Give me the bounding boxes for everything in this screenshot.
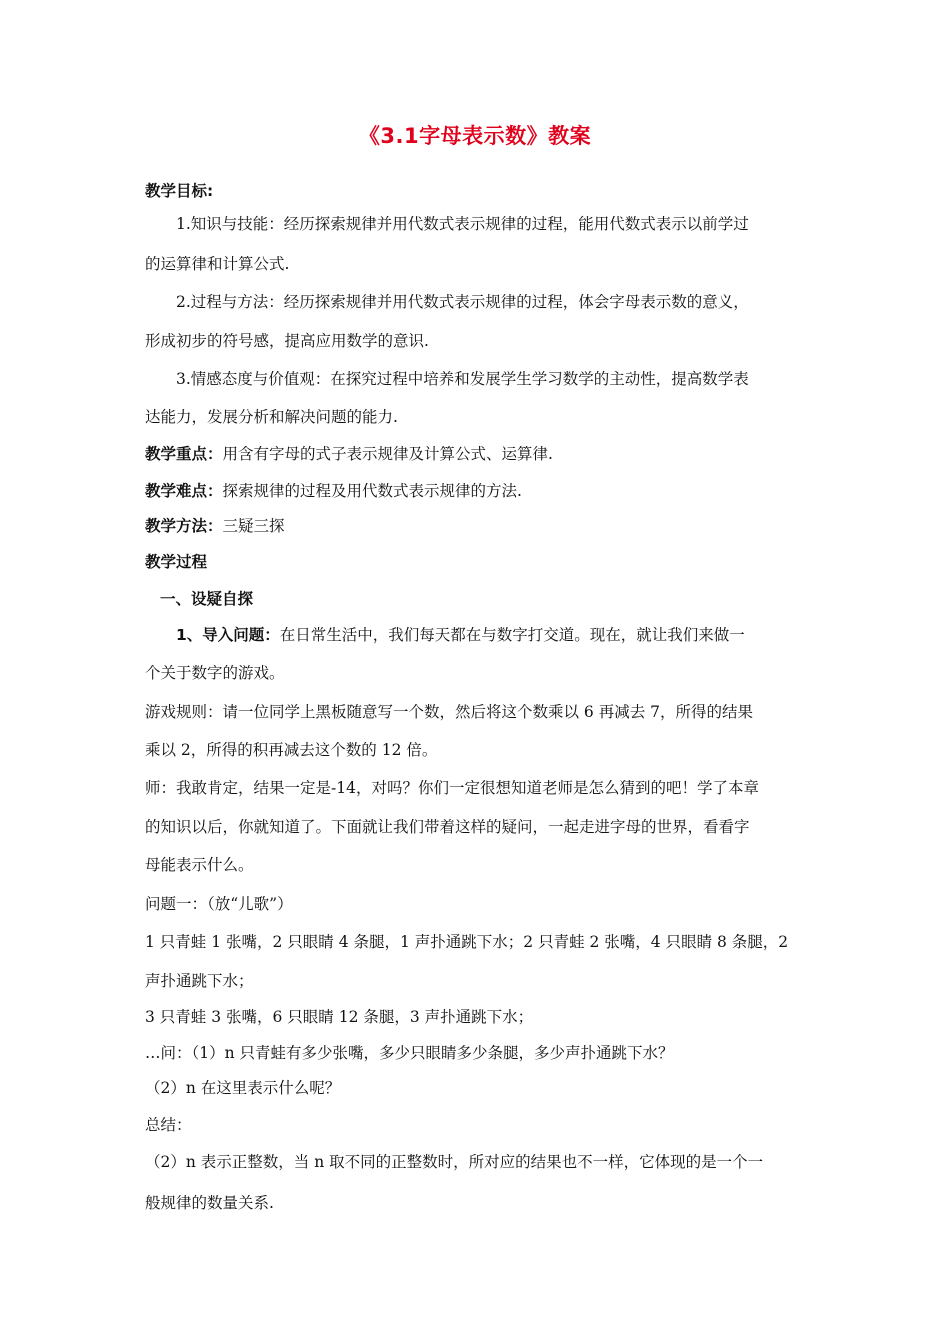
section-heading-process: 教学过程	[145, 553, 208, 571]
paragraph-line: 达能力，发展分析和解决问题的能力.	[145, 408, 398, 426]
paragraph-line: 乘以 2，所得的积再减去这个数的 12 倍。	[145, 741, 438, 759]
paragraph-line: 问题一：（放“儿歌”）	[145, 895, 293, 913]
paragraph-line: 1、导入问题：在日常生活中，我们每天都在与数字打交道。现在，就让我们来做一	[176, 626, 745, 644]
paragraph-line: 1 只青蛙 1 张嘴，2 只眼睛 4 条腿，1 声扑通跳下水；2 只青蛙 2 张嘴，4 只眼睛 8 条腿，2	[145, 933, 789, 951]
paragraph-line: 2.过程与方法：经历探索规律并用代数式表示规律的过程，体会字母表示数的意义，	[176, 293, 749, 311]
paragraph-line: 形成初步的符号感，提高应用数学的意识.	[145, 332, 429, 350]
paragraph-line: 声扑通跳下水；	[145, 972, 254, 990]
section-heading-objectives: 教学目标:	[145, 182, 214, 200]
paragraph-line: 的知识以后，你就知道了。下面就让我们带着这样的疑问，一起走进字母的世界，看看字	[145, 818, 750, 836]
paragraph-line: 1.知识与技能：经历探索规律并用代数式表示规律的过程，能用代数式表示以前学过	[176, 215, 749, 233]
paragraph-line: 母能表示什么。	[145, 856, 254, 874]
paragraph-line: …问：（1）n 只青蛙有多少张嘴，多少只眼睛多少条腿，多少声扑通跳下水？	[145, 1044, 674, 1062]
paragraph-line: 3 只青蛙 3 张嘴，6 只眼睛 12 条腿，3 声扑通跳下水；	[145, 1008, 534, 1026]
paragraph-line: 3.情感态度与价值观：在探究过程中培养和发展学生学习数学的主动性，提高数学表	[176, 370, 749, 388]
paragraph-line: （2）n 在这里表示什么呢？	[145, 1079, 341, 1097]
key-points-line: 教学重点：用含有字母的式子表示规律及计算公式、运算律.	[145, 445, 553, 463]
difficult-points-line: 教学难点：探索规律的过程及用代数式表示规律的方法.	[145, 482, 522, 500]
paragraph-line: 般规律的数量关系.	[145, 1194, 274, 1212]
paragraph-line: 个关于数字的游戏。	[145, 664, 285, 682]
paragraph-line: 游戏规则：请一位同学上黑板随意写一个数，然后将这个数乘以 6 再减去 7，所得的结果	[145, 703, 754, 721]
paragraph-line: 总结：	[145, 1116, 192, 1134]
document-title: 《3.1字母表示数》教案	[358, 124, 592, 148]
paragraph-line: 的运算律和计算公式.	[145, 255, 290, 273]
teaching-method-line: 教学方法：三疑三探	[145, 517, 285, 535]
paragraph-line: 师：我敢肯定，结果一定是-14，对吗？你们一定很想知道老师是怎么猜到的吧！学了本章	[145, 779, 759, 797]
subsection-heading: 一、设疑自探	[160, 590, 254, 608]
paragraph-line: （2）n 表示正整数，当 n 取不同的正整数时，所对应的结果也不一样，它体现的是一个一	[145, 1153, 764, 1171]
